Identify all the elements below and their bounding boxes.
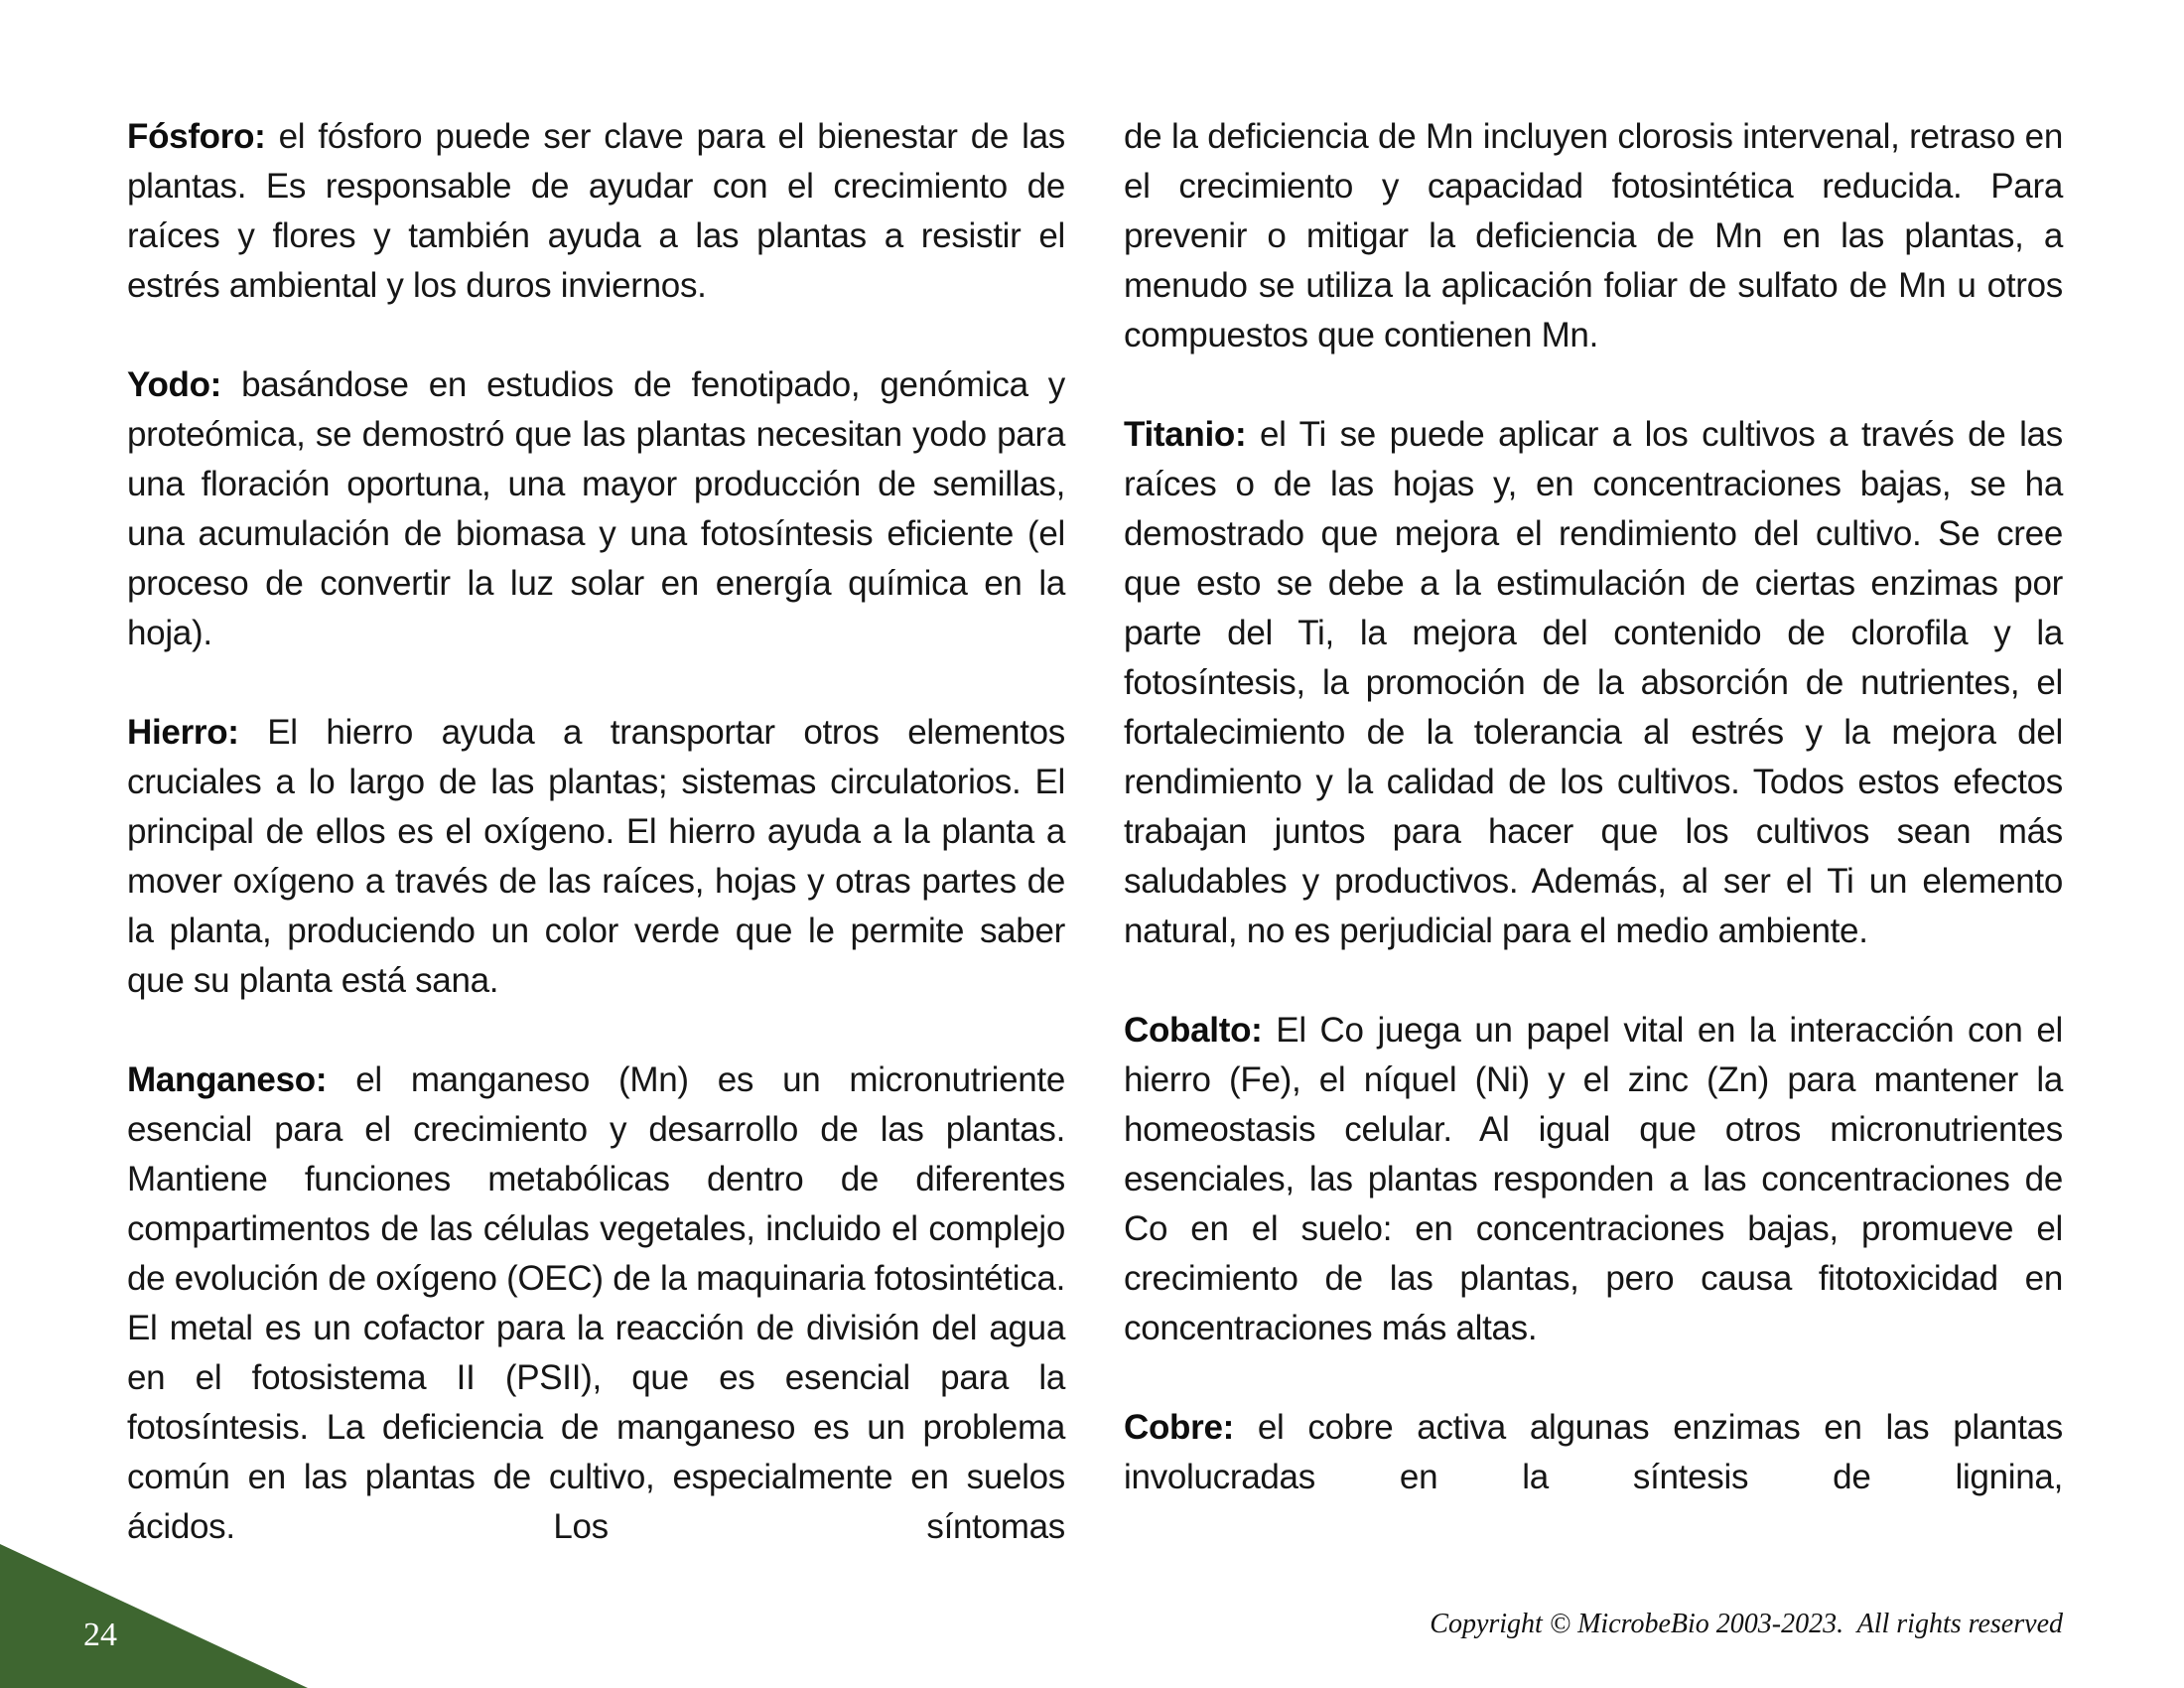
copyright-notice: Copyright © MicrobeBio 2003-2023. All rights reserved <box>1430 1609 2063 1639</box>
paragraph-lead: Cobre: <box>1124 1408 1258 1447</box>
paragraph <box>1124 1006 2063 1353</box>
paragraph-lead: Fósforo: <box>127 117 279 156</box>
paragraph-text: basándose en estudios de fenotipado, genómica y proteómica, se demostró que las plantas necesitan yodo para una floración oportuna, una mayor producción de semillas, una acumulación de biomasa y una fotosíntesis eficiente (el proceso de convertir la luz solar en energía química en la hoja). <box>127 365 1065 652</box>
paragraph-text: El Co juega un papel vital en la interacción con el hierro (Fe), el níquel (Ni) y el zinc (Zn) para mantener la homeostasis celular. Al igual que otros micronutrientes esenciales, las plantas responden a las concentraciones de Co en el suelo: en concentraciones bajas, promueve el crecimiento de las plantas, pero causa fitotoxicidad en concentraciones más altas. <box>1124 1011 2063 1347</box>
paragraph <box>1124 410 2063 956</box>
page-number: 24 <box>83 1617 117 1653</box>
paragraph <box>1124 1403 2063 1502</box>
paragraph-text: el cobre activa algunas enzimas en las plantas involucradas en la síntesis de lignina, <box>1124 1408 2063 1496</box>
paragraph-lead: Hierro: <box>127 713 268 752</box>
paragraph-text: el manganeso (Mn) es un micronutriente esencial para el crecimiento y desarrollo de las plantas. Mantiene funciones metabólicas dentro de diferentes compartimentos de las células vegetales, incluido el complejo de evolución de oxígeno (OEC) de la maquinaria fotosintética. El metal es un cofactor para la reacción de división del agua en el fotosistema II (PSII), que es esencial para la fotosíntesis. La deficiencia de manganeso es un problema común en las plantas de cultivo, especialmente en suelos ácidos. Los síntomas <box>127 1060 1065 1546</box>
right-text-column <box>1124 112 2063 1552</box>
paragraph <box>127 360 1065 658</box>
paragraph-lead: Yodo: <box>127 365 242 404</box>
paragraph-text: el fósforo puede ser clave para el bienestar de las plantas. Es responsable de ayudar con el crecimiento de raíces y flores y también ayuda a las plantas a resistir el estrés ambiental y los duros inviernos. <box>127 117 1065 305</box>
paragraph-text: El hierro ayuda a transportar otros elementos cruciales a lo largo de las plantas; sistemas circulatorios. El principal de ellos es el oxígeno. El hierro ayuda a la planta a mover oxígeno a través de las raíces, hojas y otras partes de la planta, produciendo un color verde que le permite saber que su planta está sana. <box>127 713 1065 1000</box>
paragraph-lead: Manganeso: <box>127 1060 356 1099</box>
paragraph-text: de la deficiencia de Mn incluyen clorosis intervenal, retraso en el crecimiento y capacidad fotosintética reducida. Para prevenir o mitigar la deficiencia de Mn en las plantas, a menudo se utiliza la aplicación foliar de sulfato de Mn u otros compuestos que contienen Mn. <box>1124 117 2063 354</box>
paragraph <box>1124 112 2063 360</box>
left-text-column <box>127 112 1065 1602</box>
paragraph-lead: Cobalto: <box>1124 1011 1277 1050</box>
paragraph <box>127 1055 1065 1552</box>
paragraph <box>127 112 1065 311</box>
paragraph <box>127 708 1065 1006</box>
paragraph-text: el Ti se puede aplicar a los cultivos a través de las raíces o de las hojas y, en concentraciones bajas, se ha demostrado que mejora el rendimiento del cultivo. Se cree que esto se debe a la estimulación de ciertas enzimas por parte del Ti, la mejora del contenido de clorofila y la fotosíntesis, la promoción de la absorción de nutrientes, el fortalecimiento de la tolerancia al estrés y la mejora del rendimiento y la calidad de los cultivos. Todos estos efectos trabajan juntos para hacer que los cultivos sean más saludables y productivos. Además, al ser el Ti un elemento natural, no es perjudicial para el medio ambiente. <box>1124 415 2063 950</box>
paragraph-lead: Titanio: <box>1124 415 1260 454</box>
